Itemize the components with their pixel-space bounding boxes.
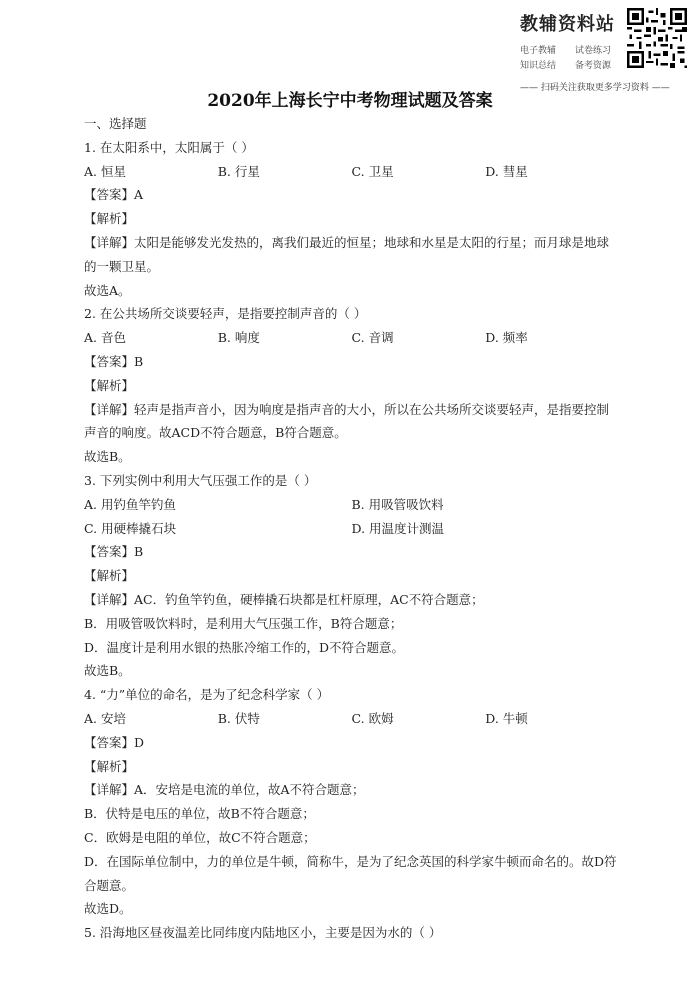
question-3-analysis: 【解析】: [84, 568, 135, 584]
option-d: D. 牛顿: [485, 710, 528, 726]
question-4-analysis: 【解析】: [84, 758, 135, 774]
question-4-detail-3: C．欧姆是电阻的单位，故C不符合题意；: [84, 829, 316, 845]
brand-links: [520, 43, 624, 71]
question-4-detail-4: D．在国际单位制中，力的单位是牛顿，简称牛，是为了纪念英国的科学家牛顿而命名的。故D符合题意。: [84, 853, 617, 893]
question-3-choice: 故选B。: [84, 663, 131, 679]
brand-link-summary[interactable]: 知识总结: [520, 61, 557, 71]
brand-name: 教辅资料站: [520, 14, 615, 35]
question-4-choice: 故选D。: [84, 901, 132, 917]
brand-link-exercises[interactable]: 试卷练习: [575, 46, 612, 56]
question-4-stem: 4. “力”单位的命名，是为了纪念科学家（ ）: [84, 687, 330, 703]
question-3-options-row-1: [84, 493, 619, 517]
brand-link-ebook[interactable]: 电子教辅: [520, 46, 557, 56]
option-c: C. 音调: [351, 330, 394, 346]
option-d: D. 彗星: [485, 163, 528, 179]
question-3-detail-3: D．温度计是利用水银的热胀冷缩工作的，D不符合题意。: [84, 639, 405, 655]
document-body: [84, 112, 619, 945]
option-a: A. 安培: [84, 710, 126, 726]
option-d: D. 频率: [485, 330, 528, 346]
option-b: B. 用吸管吸饮料: [351, 496, 444, 512]
brand-link-exam-resources[interactable]: 备考资源: [575, 61, 612, 71]
question-2-choice: 故选B。: [84, 449, 131, 465]
question-3-options-row-2: [84, 517, 619, 541]
question-3-detail-2: B．用吸管吸饮料时，是利用大气压强工作，B符合题意；: [84, 615, 403, 631]
question-3-stem: 3. 下列实例中利用大气压强工作的是（ ）: [84, 472, 317, 488]
question-4-options: [84, 707, 619, 731]
question-4-detail-2: B．伏特是电压的单位，故B不符合题意；: [84, 806, 315, 822]
question-5-stem: 5. 沿海地区昼夜温差比同纬度内陆地区小，主要是因为水的（ ）: [84, 925, 442, 941]
question-4-detail-1: 【详解】A．安培是电流的单位，故A不符合题意；: [84, 782, 365, 798]
question-3-answer: 【答案】B: [84, 544, 144, 560]
option-b: B. 伏特: [217, 710, 260, 726]
qr-code-icon: [627, 8, 687, 68]
question-2-analysis: 【解析】: [84, 377, 135, 393]
option-c: C. 卫星: [351, 163, 394, 179]
scan-tip: —— 扫码关注获取更多学习资料 ——: [520, 83, 670, 93]
question-2-options: [84, 326, 619, 350]
option-c: C. 欧姆: [351, 710, 394, 726]
page-title: 2020年上海长宁中考物理试题及答案: [207, 91, 493, 111]
section-heading: 一、选择题: [84, 116, 147, 131]
option-b: B. 响度: [217, 330, 260, 346]
brand-block: [520, 10, 624, 71]
question-1-answer: 【答案】A: [84, 187, 144, 203]
question-2-detail: 【详解】轻声是指声音小，因为响度是指声音的大小，所以在公共场所交谈要轻声，是指要控制声音的响度。故ACD不符合题意，B符合题意。: [84, 401, 610, 441]
question-2-answer: 【答案】B: [84, 353, 144, 369]
option-c: C. 用硬棒撬石块: [84, 520, 177, 536]
question-4-answer: 【答案】D: [84, 734, 145, 750]
option-a: A. 用钓鱼竿钓鱼: [84, 496, 176, 512]
option-b: B. 行星: [217, 163, 260, 179]
option-d: D. 用温度计测温: [351, 520, 445, 536]
question-1-options: [84, 160, 619, 184]
question-1-stem: 1. 在太阳系中，太阳属于（ ）: [84, 139, 254, 155]
question-1-detail: 【详解】太阳是能够发光发热的，离我们最近的恒星；地球和水星是太阳的行星；而月球是地球的一颗卫星。: [84, 234, 610, 274]
option-a: A. 音色: [84, 330, 126, 346]
question-3-detail-1: 【详解】AC．钓鱼竿钓鱼，硬棒撬石块都是杠杆原理，AC不符合题意；: [84, 591, 484, 607]
option-a: A. 恒星: [84, 163, 126, 179]
question-1-choice: 故选A。: [84, 282, 131, 298]
question-1-analysis: 【解析】: [84, 211, 135, 227]
question-2-stem: 2. 在公共场所交谈要轻声，是指要控制声音的（ ）: [84, 306, 367, 322]
